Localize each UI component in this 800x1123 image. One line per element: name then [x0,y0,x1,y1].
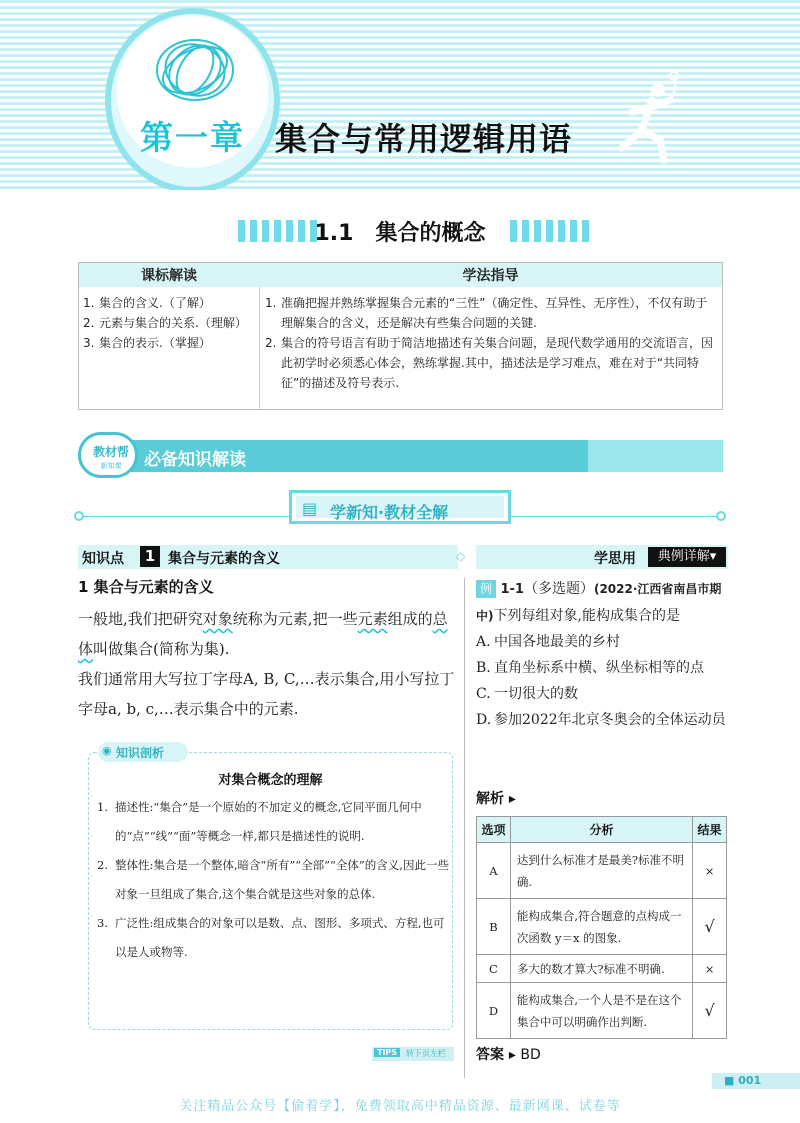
analysis-title: 对集合概念的理解 [218,773,323,788]
term-whole: 总体 [78,610,448,658]
bulb-icon: ◉ [102,744,112,757]
tips-badge [372,1047,454,1061]
guide-left-list [83,293,255,353]
kp-number: 1 [140,546,160,567]
list-item: 1. 集合的含义.（了解） [83,296,211,310]
badge [78,432,138,478]
title-deco-right [510,220,589,242]
para-definition: 一般地,我们把研究对象统称为元素,把一些元素组成的总体叫做集合(简称为集). [78,610,448,658]
guide-table [78,262,723,410]
subbanner-dot-left [74,511,84,521]
list-item: 2. 集合的符号语言有助于简洁地描述有关集合问题，是现代数学通用的交流语言，因此初学时必须悉心体会，熟练掌握.其中，描述法是学习难点，难在对于“共同特征”的描述及符号表示. [265,336,714,390]
example-number: 1-1 [500,582,524,597]
analysis-table [476,816,727,1039]
example-label: 例 [476,580,496,598]
option-b: B. 直角坐标系中横、纵坐标相等的点 [476,660,704,676]
guide-header [79,263,722,287]
term-element: 元素 [357,610,388,628]
page-number: ■ 001 [724,1074,762,1087]
definition-paragraph [78,604,458,724]
diamond-icon: ◇ [456,549,466,563]
example-stem [476,576,728,629]
example-question: 下列每组对象,能构成集合的是 [493,608,680,624]
knowledge-point-bar [78,545,458,569]
column-divider [464,578,465,1078]
analysis-heading: 解析 ▸ [476,791,516,807]
notebook-icon: ▤ [302,499,318,518]
kp-label: 知识点 [82,551,124,567]
example-kind: （多选题） [523,581,594,597]
runner-icon [612,70,692,165]
chapter-number: 第一章 [140,118,245,157]
guide-divider [259,287,260,409]
list-item: 3. 广泛性:组成集合的对象可以是数、点、图形、多项式、方程,也可以是人或物等. [97,916,445,959]
list-item: 2. 整体性:集合是一个整体,暗含“所有”“全部”“全体”的含义,因此一些对象一旦组成了集合,这个集合就是这些对象的总体. [97,858,449,901]
example-block [476,576,728,733]
page-number-bar [712,1073,800,1089]
option-a: A. 中国各地最美的乡村 [476,634,620,650]
guide-right-list [265,293,715,393]
analysis-tag-label: 知识剖析 [116,746,165,760]
knowledge-banner [78,432,723,478]
tips-label: TIPS [374,1048,400,1057]
practice-bar [476,545,728,569]
list-item: 3. 集合的表示.（掌握） [83,336,211,350]
col-header-option: 选项 [477,817,511,843]
banner-title: 必备知识解读 [144,450,246,470]
list-item: 1. 描述性:“集合”是一个原始的不加定义的概念,它同平面几何中的“点”“线”“面”等概念一样,都只是描述性的说明. [97,800,422,843]
section-title: 1.1 集合的概念 [314,221,486,246]
table-row: C 多大的数才算大?标准不明确. × [477,955,727,983]
analysis-list [97,793,449,967]
analysis-box [88,752,453,1030]
option-d: D. 参加2022年北京冬奥会的全体运动员 [476,712,726,728]
subbanner [289,490,511,524]
subbanner-dot-right [716,511,726,521]
badge-label: 教材帮 [92,445,129,459]
term-object: 对象 [202,610,233,628]
kp-title: 集合与元素的含义 [168,551,280,567]
left-heading: 1 集合与元素的含义 [78,578,214,596]
table-row: B 能构成集合,符合题意的点构成一次函数 y＝x 的图象. √ [477,899,727,955]
section-title-bar [0,212,800,248]
guide-right-head: 学法指导 [462,268,519,284]
badge-sub: 新知课 [100,462,122,470]
col-header-result: 结果 [693,817,727,843]
scribble-icon [150,30,240,110]
analysis-tag [98,742,188,762]
subbanner-title: 学新知·教材全解 [330,503,449,522]
answer-label: 答案 ▸ [476,1047,516,1063]
table-row: A 达到什么标准才是最美?标准不明确. × [477,843,727,899]
example-source: (2022·江西省南昌市期中) [476,582,722,623]
example-tag: 典例详解▾ [648,547,726,567]
list-item: 1. 准确把握并熟练掌握集合元素的“三性”（确定性、互异性、无序性），不仅有助于理解集合的含义，还是解决有些集合问题的关键. [265,296,708,330]
guide-left-head: 课标解读 [141,268,197,284]
answer-value: BD [520,1047,541,1063]
table-row: D 能构成集合,一个人是不是在这个集合中可以明确作出判断. √ [477,983,727,1039]
chapter-title: 集合与常用逻辑用语 [275,120,573,158]
practice-label: 学思用 [594,551,636,567]
answer [476,1044,541,1064]
tips-text: 转下页左栏 [406,1049,446,1058]
footer-note: 关注精品公众号【偷着学】，免费领取高中精品资源、最新网课、试卷等 [179,1099,621,1114]
list-item: 2. 元素与集合的关系.（理解） [83,316,247,330]
table-header-row [477,817,727,843]
para-notation: 我们通常用大写拉丁字母A, B, C,…表示集合,用小写拉丁字母a, b, c,…表示集合中的元素. [78,670,455,718]
col-header-analysis: 分析 [510,817,692,843]
option-c: C. 一切很大的数 [476,686,578,702]
chapter-header [0,0,800,190]
